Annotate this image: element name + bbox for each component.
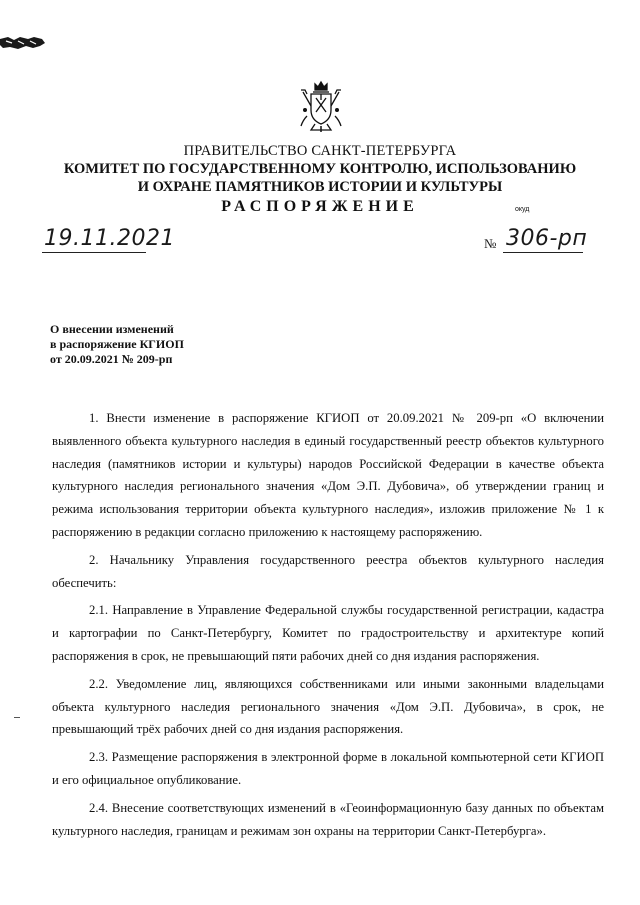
committee-title: [0, 160, 640, 196]
document-type-title: РАСПОРЯЖЕНИЕ: [221, 198, 419, 215]
committee-title-line-2: И ОХРАНЕ ПАМЯТНИКОВ ИСТОРИИ И КУЛЬТУРЫ: [137, 179, 503, 195]
saint-petersburg-coat-of-arms-icon: [297, 80, 345, 134]
handwritten-document-number: 306-рп: [506, 226, 588, 251]
number-sign-label: №: [484, 236, 497, 251]
government-title: ПРАВИТЕЛЬСТВО САНКТ-ПЕТЕРБУРГА: [183, 143, 457, 159]
committee-title-line-1: КОМИТЕТ ПО ГОСУДАРСТВЕННОМУ КОНТРОЛЮ, ИСПОЛЬЗОВАНИЮ: [63, 161, 577, 177]
paragraph-2-1: 2.1. Направление в Управление Федеральной службы государственной регистрации, кадастра и картографии по Санкт-Петербургу, Комитет по градостроительству и архитектуре копий распоряжения в срок, не превышающий пяти рабочих дней со дня издания распоряжения.: [52, 603, 604, 663]
document-body: [52, 407, 604, 847]
subject-block: [50, 322, 184, 367]
paragraph-2-2: 2.2. Уведомление лиц, являющихся собственниками или иными законными владельцами объекта культурного наследия регионального значения «Дом Э.П. Дубовича», в срок, не превышающий трёх рабочих дней со дня издания распоряжения.: [52, 676, 604, 737]
date-underline: [42, 252, 146, 253]
handwritten-date: 19.11.2021: [44, 226, 175, 251]
okud-label: окуд: [515, 206, 530, 213]
paragraph-1: 1. Внести изменение в распоряжение КГИОП от 20.09.2021 № 209-рп «О включении выявленного объекта культурного наследия в единый государственный реестр объектов культурного наследия (памятников истории и культуры) народов Российской Федерации в качестве объекта культурного наследия регионального значения «Дом Э.П. Дубовича», об утверждении границ и режима использования территории объекта культурного наследия», изложив приложение № 1 к распоряжению в редакции согласно приложению к настоящему распоряжению.: [52, 411, 604, 539]
scan-corner-mark: [0, 36, 46, 50]
number-underline: [503, 252, 583, 253]
paragraph-2-4: 2.4. Внесение соответствующих изменений в «Геоинформационную базу данных по объектам культурного наследия, границам и режимам зон охраны на территории Санкт-Петербурга».: [52, 800, 604, 838]
paragraph-2-3: 2.3. Размещение распоряжения в электронной форме в локальной компьютерной сети КГИОП и его официальное опубликование.: [52, 750, 604, 787]
paragraph-2: 2. Начальнику Управления государственного реестра объектов культурного наследия обеспечить:: [52, 552, 604, 590]
subject-line-1: О внесении изменений: [50, 322, 174, 336]
margin-tick-mark: [14, 717, 20, 718]
subject-line-3: от 20.09.2021 № 209-рп: [50, 352, 173, 366]
subject-line-2: в распоряжение КГИОП: [50, 337, 184, 351]
